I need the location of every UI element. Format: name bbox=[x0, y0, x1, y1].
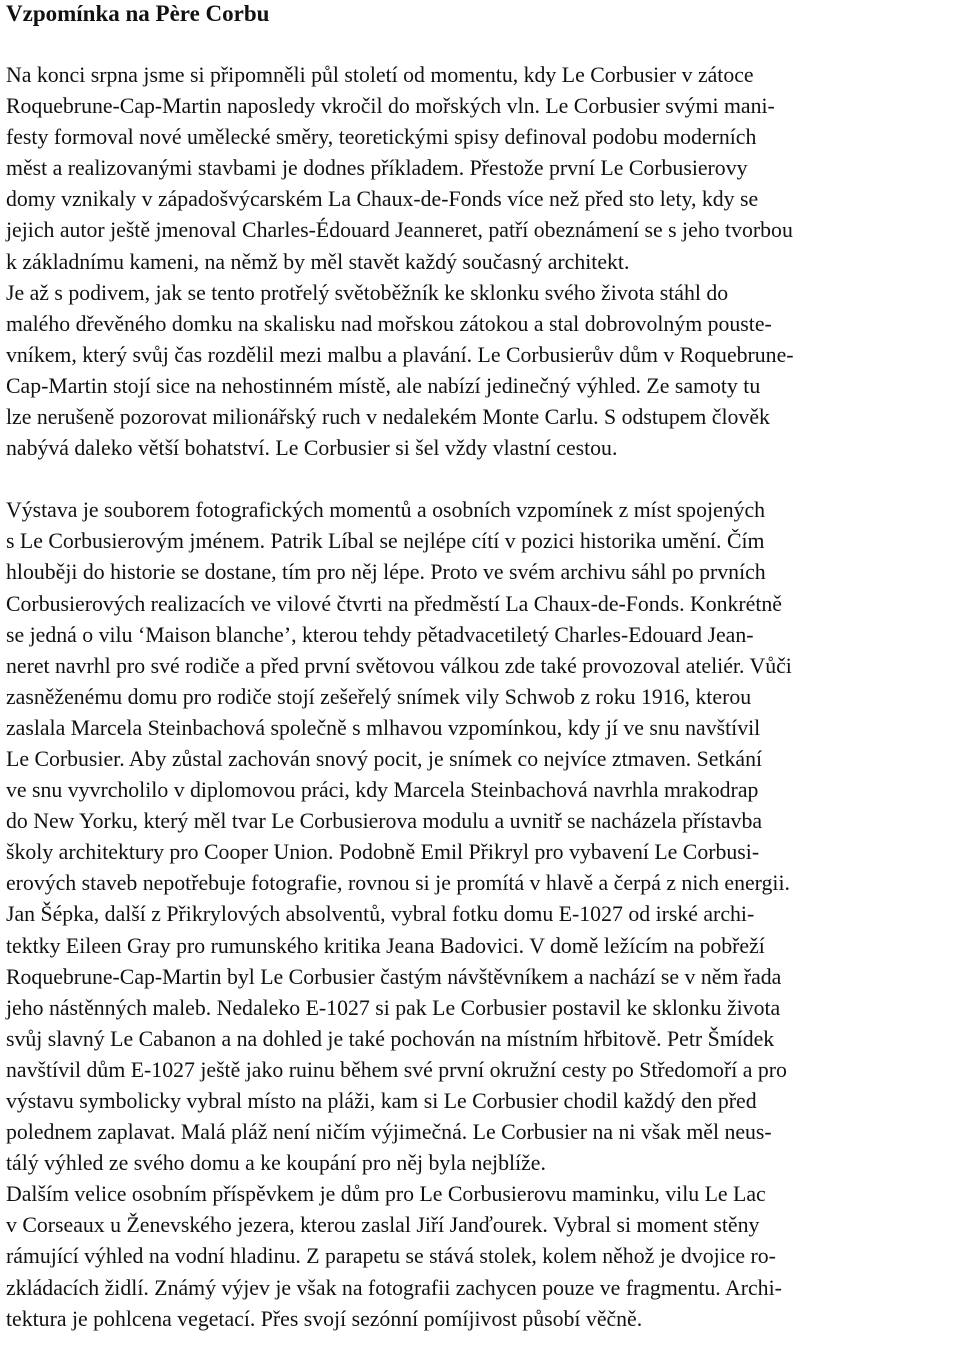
text-line: festy formoval nové umělecké směry, teoretickými spisy definoval podobu moderních bbox=[6, 125, 757, 150]
text-line: tálý výhled ze svého domu a ke koupání pro něj byla nejblíže. bbox=[6, 1151, 546, 1176]
text-line: neret navrhl pro své rodiče a před první světovou válkou zde také provozoval ateliér. Vůči bbox=[6, 653, 792, 678]
text-line: v Corseaux u Ženevského jezera, kterou zaslal Jiří Janďourek. Vybral si moment stěny bbox=[6, 1213, 760, 1238]
text-line: erových staveb nepotřebuje fotografie, rovnou si je promítá v hlavě a čerpá z nich energii. bbox=[6, 871, 790, 896]
text-line: školy architektury pro Cooper Union. Podobně Emil Přikryl pro vybavení Le Corbusi- bbox=[6, 840, 760, 865]
text-line: rámující výhled na vodní hladinu. Z parapetu se stává stolek, kolem něhož je dvojice ro- bbox=[6, 1244, 776, 1269]
text-line: ve snu vyvrcholilo v diplomovou práci, kdy Marcela Steinbachová navrhla mrakodrap bbox=[6, 778, 759, 803]
document-title: Vzpomínka na Père Corbu bbox=[6, 1, 270, 26]
text-line: Dalším velice osobním příspěvkem je dům pro Le Corbusierovu maminku, vilu Le Lac bbox=[6, 1182, 766, 1207]
text-line: tektura je pohlcena vegetací. Přes svojí sezónní pomíjivost působí věčně. bbox=[6, 1306, 643, 1331]
text-line: Le Corbusier. Aby zůstal zachován snový pocit, je snímek co nejvíce ztmaven. Setkání bbox=[6, 746, 763, 771]
text-line: vníkem, který svůj čas rozdělil mezi malbu a plavání. Le Corbusierův dům v Roquebrune- bbox=[6, 342, 794, 367]
paragraph-2 bbox=[6, 278, 952, 465]
text-line: se jedná o vilu ‘Maison blanche’, kterou tehdy pětadvacetiletý Charles-Edouard Jean- bbox=[6, 622, 754, 647]
text-line: nabývá daleko větší bohatství. Le Corbusier si šel vždy vlastní cestou. bbox=[6, 436, 618, 461]
text-line: Roquebrune-Cap-Martin naposledy vkročil do mořských vln. Le Corbusier svými mani- bbox=[6, 94, 775, 119]
text-line: Na konci srpna jsme si připomněli půl století od momentu, kdy Le Corbusier v zátoce bbox=[6, 63, 754, 87]
text-line: jeho nástěnných maleb. Nedaleko E-1027 si pak Le Corbusier postavil ke sklonku života bbox=[6, 995, 781, 1020]
text-line: lze nerušeně pozorovat milionářský ruch v nedalekém Monte Carlu. S odstupem člověk bbox=[6, 405, 770, 430]
text-line: navštívil dům E-1027 ještě jako ruinu během své první okružní cesty po Středomoří a pro bbox=[6, 1057, 787, 1082]
text-line: svůj slavný Le Cabanon a na dohled je také pochován na místním hřbitově. Petr Šmídek bbox=[6, 1026, 775, 1051]
text-line: Cap-Martin stojí sice na nehostinném místě, ale nabízí jedinečný výhled. Ze samoty tu bbox=[6, 373, 761, 398]
text-line: výstavu symbolicky vybral místo na pláži, kam si Le Corbusier chodil každý den před bbox=[6, 1089, 757, 1113]
text-line: s Le Corbusierovým jménem. Patrik Líbal se nejlépe cítí v pozici historika umění. Čím bbox=[6, 529, 765, 554]
text-line: Je až s podivem, jak se tento protřelý světoběžník ke sklonku svého života stáhl do bbox=[6, 280, 729, 305]
paragraph-4 bbox=[6, 1179, 952, 1334]
text-line: měst a realizovanými stavbami je dodnes příkladem. Přestože první Le Corbusierovy bbox=[6, 156, 748, 181]
text-line: Jan Šépka, další z Přikrylových absolventů, vybral fotku domu E-1027 od irské archi- bbox=[6, 902, 755, 927]
text-line: zkládacích židlí. Známý výjev je však na fotografii zachycen pouze ve fragmentu. Archi- bbox=[6, 1275, 782, 1300]
text-line: zasněženému domu pro rodiče stojí zešeřelý snímek vily Schwob z roku 1916, kterou bbox=[6, 684, 752, 709]
text-line: polednem zaplavat. Malá pláž není ničím výjimečná. Le Corbusier na ni však měl neus- bbox=[6, 1120, 772, 1145]
paragraph-3 bbox=[6, 495, 952, 1179]
text-line: do New Yorku, který měl tvar Le Corbusierova modulu a uvnitř se nacházela přístavba bbox=[6, 809, 763, 834]
text-line: Corbusierových realizacích ve vilové čtvrti na předměstí La Chaux-de-Fonds. Konkrétně bbox=[6, 591, 782, 616]
text-line: Výstava je souborem fotografických momentů a osobních vzpomínek z míst spojených bbox=[6, 498, 766, 523]
text-line: tektky Eileen Gray pro rumunského kritika Jeana Badovici. V domě ležícím na pobřeží bbox=[6, 933, 765, 958]
text-line: Roquebrune-Cap-Martin byl Le Corbusier častým návštěvníkem a nachází se v něm řada bbox=[6, 964, 782, 989]
text-line: domy vznikaly v západošvýcarském La Chaux-de-Fonds více než před sto lety, kdy se bbox=[6, 187, 759, 212]
paragraph-1 bbox=[6, 60, 952, 278]
text-line: jejich autor ještě jmenoval Charles-Édouard Jeanneret, patří obeznámení se s jeho tvorbou bbox=[6, 218, 793, 243]
text-line: hlouběji do historie se dostane, tím pro něj lépe. Proto ve svém archivu sáhl po prvních bbox=[6, 560, 766, 585]
text-line: k základnímu kameni, na němž by měl stavět každý současný architekt. bbox=[6, 249, 630, 274]
text-line: malého dřevěného domku na skalisku nad mořskou zátokou a stal dobrovolným pouste- bbox=[6, 311, 772, 336]
text-line: zaslala Marcela Steinbachová společně s mlhavou vzpomínkou, kdy jí ve snu navštívil bbox=[6, 715, 761, 740]
